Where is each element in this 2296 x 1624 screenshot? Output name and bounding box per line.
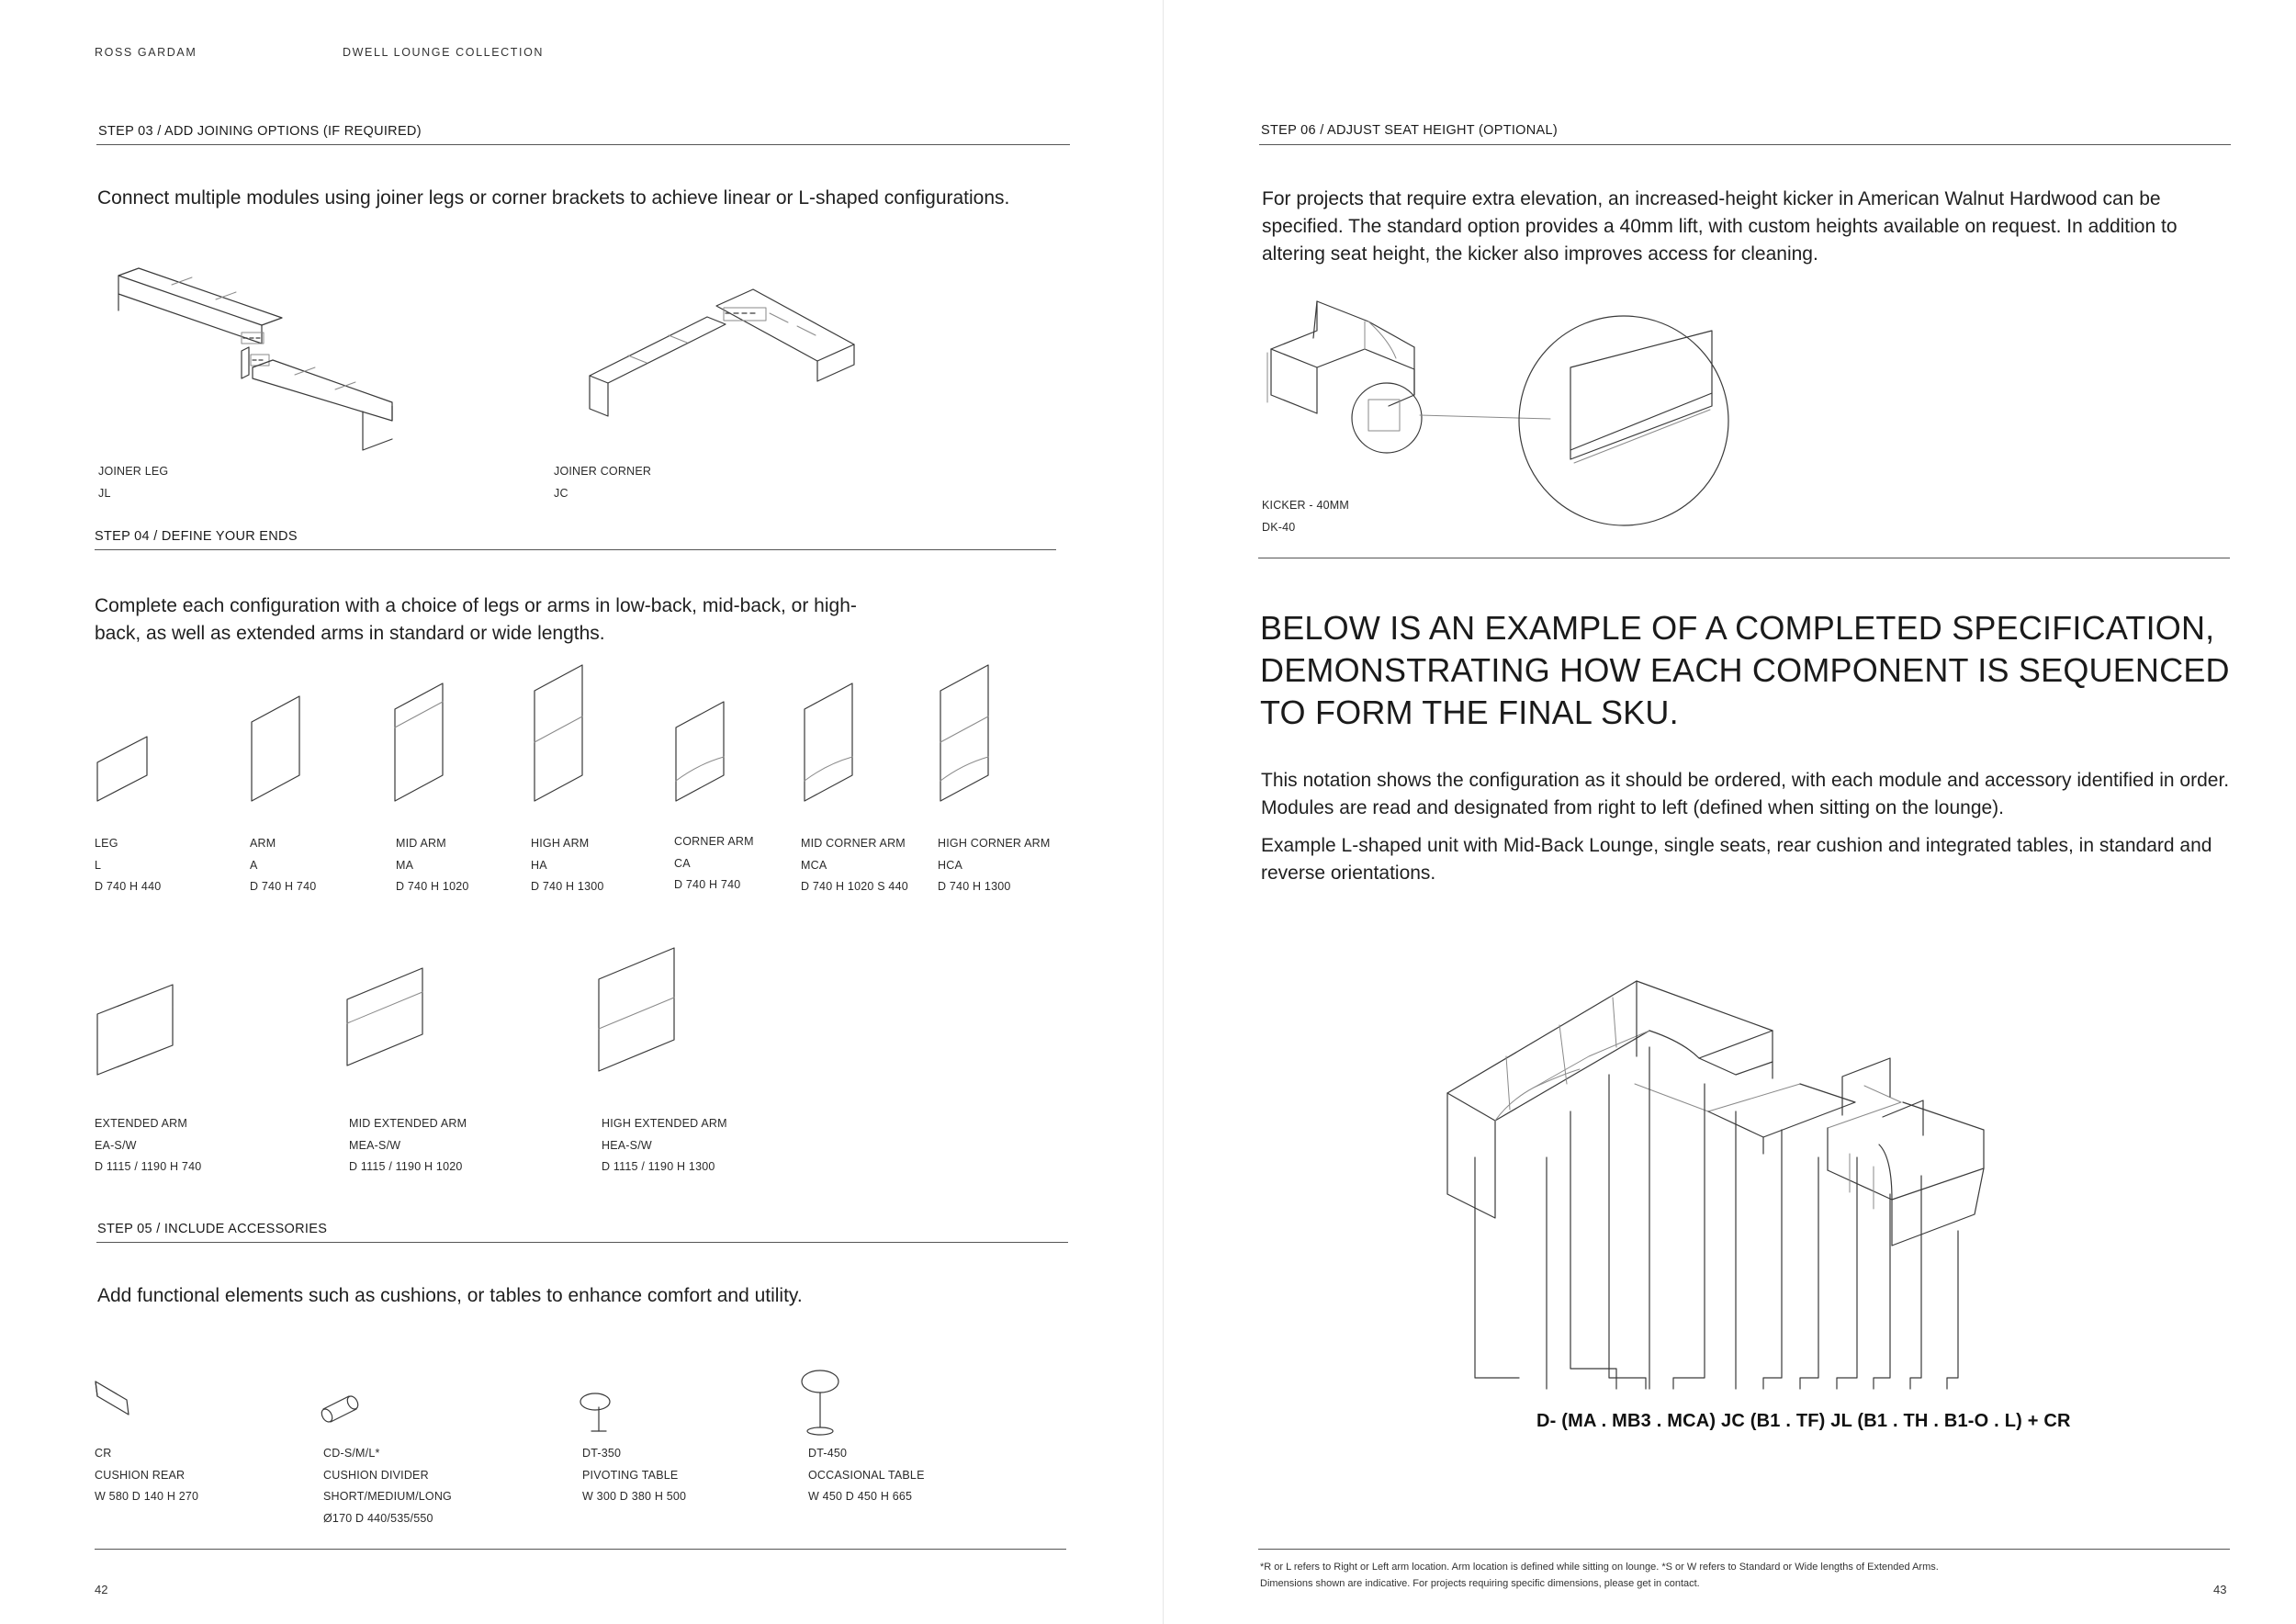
mid-arm-illustration bbox=[395, 683, 443, 801]
occasional-table-name: OCCASIONAL TABLE bbox=[808, 1468, 925, 1482]
extended-arm-label bbox=[95, 1113, 201, 1179]
end-high-corner-arm-label bbox=[938, 833, 1050, 898]
example-sku-notation: D- (MA . MB3 . MCA) JC (B1 . TF) JL (B1 . TH . B1-O . L) + CR bbox=[1536, 1411, 2071, 1431]
cushion-rear-name: CUSHION REAR bbox=[95, 1468, 186, 1482]
kicker-detail-small-circle bbox=[1352, 383, 1422, 453]
example-paragraph-1: This notation shows the configuration as it should be ordered, with each module and accessory identified in order. Modules are read and designated from right to left (defined when sitting on the lounge). bbox=[1261, 770, 2230, 818]
joiner-corner-label bbox=[554, 461, 651, 504]
cushion-rear-code: CR bbox=[95, 1447, 112, 1460]
extended-arm-code: EA-S/W bbox=[95, 1138, 137, 1152]
extended-arms-drawings bbox=[92, 955, 716, 1093]
end-mid-arm-name: MID ARM bbox=[396, 837, 446, 850]
page-number-left: 42 bbox=[95, 1583, 108, 1596]
high-corner-arm-illustration bbox=[940, 665, 988, 801]
end-high-corner-arm-code: HCA bbox=[938, 858, 962, 872]
footnote-line-1: *R or L refers to Right or Left arm location. Arm location is defined while sitting on lounge. *S or W refers to Standard or Wide lengths of Extended Arms. bbox=[1260, 1562, 1939, 1573]
end-high-corner-arm-name: HIGH CORNER ARM bbox=[938, 837, 1051, 850]
mid-extended-arm-name: MID EXTENDED ARM bbox=[349, 1117, 467, 1130]
extended-arm-name: EXTENDED ARM bbox=[95, 1117, 188, 1130]
ends-drawings bbox=[92, 661, 1065, 808]
end-mid-arm-code: MA bbox=[396, 858, 414, 872]
joiner-corner-drawing bbox=[588, 280, 863, 418]
leg-illustration bbox=[97, 737, 147, 801]
corner-arm-illustration bbox=[676, 702, 724, 801]
cushion-divider-sizes: SHORT/MEDIUM/LONG bbox=[323, 1490, 452, 1503]
cushion-divider-dims: Ø170 D 440/535/550 bbox=[323, 1511, 433, 1525]
mid-extended-arm-dims: D 1115 / 1190 H 1020 bbox=[349, 1160, 463, 1173]
right-footer-rule bbox=[1258, 1549, 2230, 1550]
high-extended-arm-code: HEA-S/W bbox=[602, 1138, 652, 1152]
high-extended-arm-dims: D 1115 / 1190 H 1300 bbox=[602, 1160, 715, 1173]
cushion-rear-dims: W 580 D 140 H 270 bbox=[95, 1490, 199, 1503]
end-leg-code: L bbox=[95, 858, 102, 872]
high-arm-illustration bbox=[535, 665, 582, 801]
joiner-corner-code: JC bbox=[554, 486, 568, 500]
pivoting-table-illustration bbox=[580, 1393, 610, 1431]
extended-arm-dims: D 1115 / 1190 H 740 bbox=[95, 1160, 202, 1173]
end-leg-label bbox=[95, 833, 161, 898]
high-extended-arm-label bbox=[602, 1113, 727, 1179]
pivoting-table-dims: W 300 D 380 H 500 bbox=[582, 1490, 687, 1503]
step04-description: Complete each configuration with a choice of legs or arms in low-back, mid-back, or high-back, as well as extended arms in standard or wide lengths. bbox=[95, 595, 857, 644]
accessories-drawings bbox=[92, 1369, 882, 1442]
kicker-detail-connector bbox=[1420, 415, 1550, 419]
footnote-line-2: Dimensions shown are indicative. For projects requiring specific dimensions, please get in contact. bbox=[1260, 1578, 1700, 1589]
step05-rule bbox=[96, 1242, 1068, 1243]
end-arm-code: A bbox=[250, 858, 258, 872]
end-corner-arm-code: CA bbox=[674, 856, 691, 870]
pivoting-table-name: PIVOTING TABLE bbox=[582, 1468, 679, 1482]
mid-extended-arm-label bbox=[349, 1113, 467, 1179]
end-high-arm-dims: D 740 H 1300 bbox=[531, 880, 604, 893]
joiner-corner-name: JOINER CORNER bbox=[554, 465, 652, 478]
end-corner-arm-label bbox=[674, 831, 754, 897]
end-arm-label bbox=[250, 833, 316, 898]
high-extended-arm-illustration bbox=[599, 948, 674, 1071]
end-mid-arm-label bbox=[396, 833, 469, 898]
step06-description: For projects that require extra elevation, an increased-height kicker in American Walnut Hardwood can be specified. The standard option provides a 40mm lift, with custom heights available on request. In addition to altering seat height, the kicker also improves access for cleaning. bbox=[1262, 188, 2178, 265]
cushion-divider-label bbox=[323, 1443, 452, 1529]
kicker-detail-illustration bbox=[1570, 331, 1712, 463]
end-mid-corner-arm-dims: D 740 H 1020 S 440 bbox=[801, 880, 908, 893]
end-high-arm-code: HA bbox=[531, 858, 547, 872]
cushion-rear-label bbox=[95, 1443, 198, 1508]
mid-corner-arm-illustration bbox=[805, 683, 852, 801]
end-high-arm-label bbox=[531, 833, 604, 898]
kicker-code: DK-40 bbox=[1262, 520, 1296, 534]
left-footer-rule bbox=[95, 1549, 1066, 1550]
mid-extended-arm-code: MEA-S/W bbox=[349, 1138, 401, 1152]
footnote bbox=[1260, 1559, 2178, 1592]
end-arm-name: ARM bbox=[250, 837, 276, 850]
example-configuration-drawing bbox=[1433, 974, 2002, 1405]
occasional-table-dims: W 450 D 450 H 665 bbox=[808, 1490, 913, 1503]
cushion-divider-code: CD-S/M/L* bbox=[323, 1447, 380, 1460]
extended-arm-illustration bbox=[97, 985, 173, 1075]
joiner-leg-label bbox=[98, 461, 168, 504]
occasional-table-code: DT-450 bbox=[808, 1447, 848, 1460]
end-mid-corner-arm-label bbox=[801, 833, 908, 898]
joiner-leg-name: JOINER LEG bbox=[98, 465, 169, 478]
end-mid-corner-arm-name: MID CORNER ARM bbox=[801, 837, 906, 850]
end-leg-dims: D 740 H 440 bbox=[95, 880, 162, 893]
page-number-right: 43 bbox=[2213, 1583, 2227, 1596]
step04-rule bbox=[95, 549, 1056, 550]
joiner-leg-code: JL bbox=[98, 486, 111, 500]
cushion-rear-illustration bbox=[96, 1382, 129, 1415]
step04-title: STEP 04 / DEFINE YOUR ENDS bbox=[95, 529, 298, 544]
kicker-label bbox=[1262, 495, 1349, 538]
step03-rule bbox=[96, 144, 1070, 145]
step03-title: STEP 03 / ADD JOINING OPTIONS (IF REQUIRED) bbox=[98, 124, 422, 139]
kicker-detail-large-circle bbox=[1519, 316, 1728, 525]
kicker-lounge-illustration bbox=[1267, 301, 1414, 431]
end-high-arm-name: HIGH ARM bbox=[531, 837, 590, 850]
brand-name: ROSS GARDAM bbox=[95, 46, 197, 59]
joiner-leg-illustration bbox=[118, 268, 392, 450]
collection-name: DWELL LOUNGE COLLECTION bbox=[343, 46, 545, 59]
end-corner-arm-name: CORNER ARM bbox=[674, 835, 754, 848]
pivoting-table-code: DT-350 bbox=[582, 1447, 622, 1460]
example-headline: BELOW IS AN EXAMPLE OF A COMPLETED SPECIFICATION, DEMONSTRATING HOW EACH COMPONENT IS SEQUENCED TO FORM THE FINAL SKU. bbox=[1260, 609, 2230, 731]
occasional-table-label bbox=[808, 1443, 925, 1508]
step06-rule bbox=[1259, 144, 2231, 145]
arm-illustration bbox=[252, 696, 299, 801]
joiner-leg-drawing bbox=[115, 266, 409, 459]
step03-description: Connect multiple modules using joiner legs or corner brackets to achieve linear or L-shaped configurations. bbox=[97, 187, 1010, 209]
occasional-table-illustration bbox=[802, 1370, 838, 1435]
step06-title: STEP 06 / ADJUST SEAT HEIGHT (OPTIONAL) bbox=[1261, 123, 1558, 138]
step05-title: STEP 05 / INCLUDE ACCESSORIES bbox=[97, 1222, 328, 1236]
l-shaped-lounge-illustration bbox=[1447, 981, 1984, 1246]
page-gutter bbox=[1163, 0, 1164, 1624]
end-leg-name: LEG bbox=[95, 837, 118, 850]
joiner-corner-illustration bbox=[590, 289, 854, 416]
step05-description: Add functional elements such as cushions, or tables to enhance comfort and utility. bbox=[97, 1285, 803, 1306]
end-mid-corner-arm-code: MCA bbox=[801, 858, 827, 872]
pivoting-table-label bbox=[582, 1443, 686, 1508]
high-extended-arm-name: HIGH EXTENDED ARM bbox=[602, 1117, 727, 1130]
end-high-corner-arm-dims: D 740 H 1300 bbox=[938, 880, 1011, 893]
end-corner-arm-dims: D 740 H 740 bbox=[674, 878, 741, 891]
cushion-divider-name: CUSHION DIVIDER bbox=[323, 1468, 429, 1482]
sku-leader-lines bbox=[1475, 1047, 1958, 1389]
end-mid-arm-dims: D 740 H 1020 bbox=[396, 880, 469, 893]
end-arm-dims: D 740 H 740 bbox=[250, 880, 317, 893]
mid-extended-arm-illustration bbox=[347, 968, 422, 1066]
kicker-name: KICKER - 40MM bbox=[1262, 499, 1349, 512]
cushion-divider-illustration bbox=[320, 1394, 360, 1424]
example-paragraph-2: Example L-shaped unit with Mid-Back Lounge, single seats, rear cushion and integrated tables, in standard and reverse orientations. bbox=[1261, 835, 2212, 884]
